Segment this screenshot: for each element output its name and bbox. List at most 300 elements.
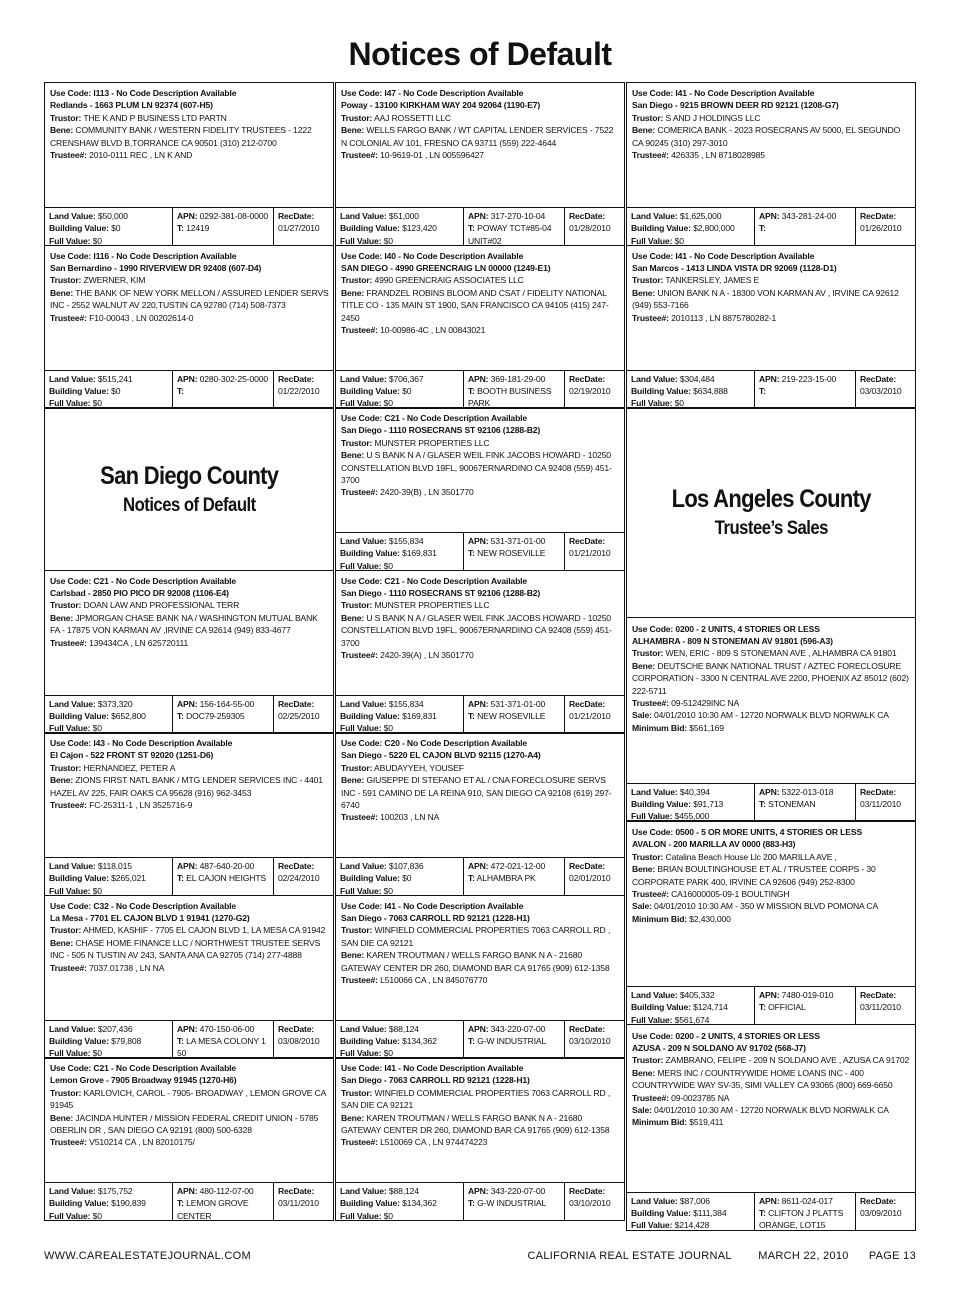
apn [468, 210, 561, 222]
values-cell [336, 371, 464, 408]
tract-label: T: [468, 223, 475, 234]
building-value-label: Building Value: [49, 1198, 109, 1209]
building-value [631, 1001, 751, 1013]
notice-body [45, 896, 333, 1020]
use-code-value: I47 - No Code Description Available [384, 88, 524, 98]
tract [468, 872, 561, 884]
land-value-label: Land Value: [631, 786, 678, 797]
use-code [632, 826, 911, 838]
apn-label: APN: [759, 211, 780, 221]
full-value [49, 1210, 169, 1222]
rec-date-value: 02/19/2010 [569, 385, 611, 396]
full-value-label: Full Value: [49, 398, 91, 409]
values-cell [45, 1183, 173, 1220]
apn-label: APN: [177, 861, 198, 871]
rec-date-value: 02/24/2010 [278, 873, 320, 884]
apn-value: 0280-302-25-0000 [199, 373, 268, 384]
footer-page: PAGE 13 [868, 1250, 916, 1262]
trustee-number-value: 2010113 , LN 8875780282-1 [671, 312, 777, 323]
land-value-value: $1,625,000 [679, 211, 722, 221]
beneficiary-label: Bene: [341, 287, 365, 298]
values-cell [336, 696, 464, 733]
use-code-label: Use Code: [341, 1063, 383, 1073]
tract-label: T: [468, 548, 475, 559]
rec-date-label: RecDate: [278, 1023, 315, 1034]
tract-label: T: [177, 873, 184, 884]
page-title: Notices of Default [348, 36, 612, 72]
land-value-value: $405,332 [679, 990, 715, 1000]
building-value-value: $0 [402, 385, 412, 396]
apn [177, 1185, 270, 1197]
trustee-number [50, 799, 329, 811]
use-code-value: I43 - No Code Description Available [93, 738, 233, 748]
trustor-value: MUNSTER PROPERTIES LLC [374, 437, 490, 448]
building-value-label: Building Value: [340, 873, 400, 884]
tract-label: T: [468, 1198, 475, 1209]
land-value-value: $40,394 [679, 786, 710, 797]
notice-body [336, 733, 624, 857]
use-code-label: Use Code: [50, 900, 92, 911]
notice-entry [335, 895, 625, 1059]
use-code-label: Use Code: [50, 738, 92, 748]
recdate-cell [565, 533, 624, 570]
tract-label: T: [177, 385, 184, 396]
tract [759, 385, 852, 397]
trustor-value: KARLOVICH, CAROL - 7905- BROADWAY , LEMON GROVE CA 91945 [50, 1087, 326, 1111]
use-code-label: Use Code: [341, 900, 383, 911]
trustor [50, 924, 329, 936]
building-value-value: $169,831 [402, 548, 437, 559]
notice-values [627, 207, 915, 245]
use-code [632, 1030, 911, 1042]
tract-label: T: [177, 710, 184, 721]
apn-label: APN: [468, 536, 489, 546]
beneficiary [50, 1112, 329, 1137]
trustor-value: MUNSTER PROPERTIES LLC [374, 600, 490, 611]
property-address: AVALON - 200 MARILLA AV 0000 (883-H3) [632, 839, 796, 850]
values-cell [336, 1183, 464, 1220]
beneficiary-value: CHASE HOME FINANCE LLC / NORTHWEST TRUSTEE SERVS INC - 505 N TUSTIN AV 243, SANTA ANA CA 92705 (714) 277-4888 [50, 937, 321, 961]
trustor-label: Trustor: [632, 112, 664, 123]
building-value-label: Building Value: [631, 223, 691, 234]
rec-date-value: 01/27/2010 [278, 223, 320, 234]
trustor [50, 274, 329, 286]
beneficiary-label: Bene: [632, 1067, 656, 1078]
building-value-label: Building Value: [631, 385, 691, 396]
beneficiary [341, 949, 620, 974]
minimum-bid [632, 722, 911, 734]
trustee-number-value: 139434CA , LN 625720111 [89, 637, 189, 648]
beneficiary-value: UNION BANK N A - 18300 VON KARMAN AV , IRVINE CA 92612 (949) 553-7166 [632, 287, 899, 311]
trustor-label: Trustor: [341, 437, 373, 448]
land-value [340, 698, 460, 710]
values-cell [336, 208, 464, 245]
property-address: San Bernardino - 1990 RIVERVIEW DR 92408 (607-D4) [50, 262, 262, 273]
footer-date: MARCH 22, 2010 [758, 1250, 849, 1262]
sale-info-label: Sale: [632, 710, 652, 721]
apn-cell [755, 208, 856, 245]
rec-date-label: RecDate: [278, 698, 315, 709]
beneficiary [50, 774, 329, 799]
notice-entry [335, 82, 625, 246]
sale-info [632, 900, 911, 912]
apn-cell [464, 208, 565, 245]
rec-date-label: RecDate: [860, 373, 897, 384]
notice-entry [335, 407, 625, 571]
building-value-label: Building Value: [631, 1207, 691, 1218]
land-value-label: Land Value: [340, 211, 387, 221]
use-code-label: Use Code: [632, 1030, 674, 1041]
apn [468, 373, 561, 385]
trustor-value: S AND J HOLDINGS LLC [665, 112, 761, 123]
beneficiary [632, 124, 911, 149]
apn-value: 156-164-55-00 [199, 698, 255, 709]
full-value-label: Full Value: [631, 811, 673, 822]
apn-label: APN: [759, 990, 780, 1000]
trustee-number-label: Trustee#: [341, 649, 378, 660]
values-cell [45, 858, 173, 895]
trustee-number-label: Trustee#: [632, 889, 669, 900]
building-value [49, 385, 169, 397]
notice-body [45, 733, 333, 857]
use-code [50, 250, 329, 262]
property-address: San Diego - 1110 ROSECRANS ST 92106 (1288-B2) [341, 425, 541, 436]
trustee-number-label: Trustee#: [50, 1137, 87, 1148]
apn-cell [173, 1021, 274, 1058]
apn-label: APN: [468, 1186, 489, 1196]
apn-label: APN: [759, 373, 780, 384]
footer-website[interactable]: WWW.CAREALESTATEJOURNAL.COM [44, 1250, 251, 1262]
notice-body [627, 618, 915, 783]
trustee-number-label: Trustee#: [50, 150, 87, 161]
apn [759, 373, 852, 385]
apn-label: APN: [177, 698, 198, 709]
trustor [50, 112, 329, 124]
minimum-bid [632, 913, 911, 925]
tract-value: BOOTH BUSINESS PARK [468, 385, 552, 409]
building-value-label: Building Value: [49, 710, 109, 721]
apn-cell [464, 1021, 565, 1058]
building-value [340, 1035, 460, 1047]
building-value-value: $634,888 [693, 385, 728, 396]
beneficiary [632, 287, 911, 312]
trustor-value: ZWERNER, KIM [83, 275, 146, 286]
trustor-value: WEN, ERIC - 809 S STONEMAN AVE , ALHAMBRA CA 91801 [665, 648, 897, 659]
beneficiary [341, 774, 620, 811]
notice-values [45, 1182, 333, 1220]
use-code [341, 737, 620, 749]
trustee-number-label: Trustee#: [50, 962, 87, 973]
apn-value: 7480-019-010 [781, 990, 834, 1000]
full-value-value: $0 [674, 235, 684, 246]
apn [759, 786, 852, 798]
notice-values [336, 857, 624, 895]
building-value [631, 222, 751, 234]
trustor-label: Trustor: [50, 925, 82, 936]
building-value-value: $2,800,000 [693, 223, 735, 234]
tract [759, 798, 852, 810]
beneficiary [341, 124, 620, 149]
recdate-cell [856, 208, 915, 245]
building-value-label: Building Value: [340, 1198, 400, 1209]
trustee-number-label: Trustee#: [341, 487, 378, 498]
rec-date-label: RecDate: [569, 536, 606, 546]
building-value-label: Building Value: [49, 385, 109, 396]
land-value-value: $373,320 [97, 698, 133, 709]
notice-values [336, 695, 624, 733]
property-address: Redlands - 1663 PLUM LN 92374 (607-H5) [50, 100, 213, 111]
full-value-value: $0 [92, 398, 102, 409]
tract-label: T: [759, 1207, 766, 1218]
rec-date-label: RecDate: [860, 990, 897, 1000]
full-value-label: Full Value: [631, 398, 673, 409]
minimum-bid [632, 1116, 911, 1128]
trustee-number-value: F10-00043 , LN 00202614-0 [89, 312, 194, 323]
trustee-number [632, 312, 911, 324]
recdate-cell [856, 784, 915, 821]
trustee-number-value: 7037.01738 , LN NA [89, 962, 165, 973]
trustee-number [341, 486, 620, 498]
recdate-cell [856, 371, 915, 408]
land-value [49, 1023, 169, 1035]
trustor [632, 647, 911, 659]
building-value-label: Building Value: [49, 873, 109, 884]
rec-date-label: RecDate: [569, 1023, 606, 1034]
sale-info-value: 04/01/2010 10:30 AM - 12720 NORWALK BLVD NORWALK CA [654, 710, 889, 721]
tract [468, 1035, 561, 1047]
land-value-value: $155,834 [388, 536, 424, 546]
rec-date-label: RecDate: [569, 373, 606, 384]
use-code-value: 0500 - 5 OR MORE UNITS, 4 STORIES OR LESS [675, 827, 863, 837]
recdate-cell [274, 1183, 333, 1220]
beneficiary-label: Bene: [341, 950, 365, 961]
apn-cell [173, 1183, 274, 1220]
full-value [340, 1210, 460, 1222]
apn [468, 535, 561, 547]
beneficiary [632, 1067, 911, 1092]
trustee-number [341, 324, 620, 336]
column-3 [626, 82, 916, 1231]
building-value-value: $190,839 [111, 1198, 146, 1209]
notice-entry [335, 570, 625, 734]
land-value-label: Land Value: [49, 211, 96, 221]
notice-entry [335, 732, 625, 896]
notice-values [336, 532, 624, 570]
property-address: San Diego - 7063 CARROLL RD 92121 (1228-H1) [341, 1075, 530, 1086]
apn-label: APN: [759, 786, 780, 797]
apn [759, 1195, 852, 1207]
beneficiary-label: Bene: [50, 937, 74, 948]
land-value [631, 1195, 751, 1207]
apn-cell [173, 858, 274, 895]
sale-info [632, 709, 911, 721]
use-code [50, 87, 329, 99]
land-value-label: Land Value: [340, 861, 387, 871]
trustor [341, 762, 620, 774]
rec-date-value: 02/01/2010 [569, 873, 611, 884]
notice-entry [44, 895, 334, 1059]
tract [759, 1207, 852, 1232]
tract [177, 222, 270, 234]
recdate-cell [565, 1183, 624, 1220]
land-value-value: $207,436 [97, 1023, 133, 1034]
apn-value: 343-281-24-00 [781, 211, 837, 221]
trustee-number [632, 149, 911, 161]
land-value [340, 1023, 460, 1035]
trustee-number [50, 962, 329, 974]
apn-cell [755, 784, 856, 821]
values-cell [627, 371, 755, 408]
land-value-label: Land Value: [631, 990, 678, 1000]
land-value [49, 373, 169, 385]
apn-label: APN: [759, 1195, 780, 1206]
building-value-label: Building Value: [631, 798, 691, 809]
tract-value: G-W INDUSTRIAL [477, 1035, 547, 1046]
tract-label: T: [468, 873, 475, 884]
trustor-label: Trustor: [632, 1055, 664, 1066]
rec-date-value: 03/03/2010 [860, 385, 902, 396]
los-angeles-banner [626, 407, 916, 618]
apn-cell [464, 533, 565, 570]
tract-label: T: [759, 1002, 766, 1013]
beneficiary [50, 287, 329, 312]
beneficiary [341, 612, 620, 649]
land-value-value: $304,484 [679, 373, 715, 384]
apn-value: 317-270-10-04 [490, 211, 546, 221]
values-cell [627, 784, 755, 821]
land-value-value: $175,752 [97, 1186, 133, 1196]
land-value-label: Land Value: [631, 211, 678, 221]
apn-label: APN: [468, 211, 489, 221]
use-code [50, 1062, 329, 1074]
rec-date-label: RecDate: [860, 211, 897, 221]
building-value-label: Building Value: [49, 223, 109, 234]
values-cell [336, 533, 464, 570]
los-angeles-banner-title: Los Angeles County [671, 485, 871, 513]
land-value [49, 1185, 169, 1197]
property-address: Lemon Grove - 7905 Broadway 91945 (1270-H6) [50, 1075, 237, 1086]
notice-entry [626, 1024, 916, 1231]
apn-value: 0292-381-08-0000 [199, 211, 268, 221]
trustee-number-value: L510069 CA , LN 974474223 [380, 1137, 488, 1148]
building-value-label: Building Value: [340, 710, 400, 721]
beneficiary-label: Bene: [50, 612, 74, 623]
rec-date-label: RecDate: [860, 1195, 897, 1206]
notice-values [336, 1182, 624, 1220]
building-value [49, 222, 169, 234]
apn-value: 531-371-01-00 [490, 698, 546, 709]
trustee-number-value: CA16000005-09-1 BOULTINGH [671, 889, 790, 900]
tract-value: NEW ROSEVILLE [477, 710, 546, 721]
apn-label: APN: [468, 373, 489, 384]
building-value-value: $79,808 [111, 1035, 142, 1046]
beneficiary-value: THE BANK OF NEW YORK MELLON / ASSURED LENDER SERVS INC - 2552 WALNUT AV 220,TUSTIN CA 92780 (714) 508-7373 [50, 287, 329, 311]
los-angeles-banner-subtitle: Trustee’s Sales [714, 518, 828, 539]
minimum-bid-label: Minimum Bid: [632, 1117, 688, 1128]
values-cell [45, 1021, 173, 1058]
trustee-number [341, 649, 620, 661]
building-value-value: $123,420 [402, 223, 437, 234]
tract [177, 385, 270, 397]
apn-value: 480-112-07-00 [199, 1186, 254, 1196]
notice-entry [335, 245, 625, 409]
apn-label: APN: [177, 211, 198, 221]
building-value [49, 1035, 169, 1047]
apn-value: 487-640-20-00 [199, 861, 255, 871]
apn-cell [464, 371, 565, 408]
rec-date-label: RecDate: [569, 1186, 606, 1196]
rec-date-value: 03/11/2010 [860, 798, 901, 809]
use-code-value: C21 - No Code Description Available [384, 575, 528, 586]
tract [468, 710, 561, 722]
notice-values [627, 1192, 915, 1230]
use-code-label: Use Code: [50, 1063, 92, 1073]
building-value [340, 222, 460, 234]
trustee-number-label: Trustee#: [632, 697, 669, 708]
beneficiary-value: KAREN TROUTMAN / WELLS FARGO BANK N A - 21680 GATEWAY CENTER DR 260, DIAMOND BAR CA 91765 (909) 612-1358 [341, 1112, 610, 1136]
san-diego-banner-title: San Diego County [99, 461, 279, 490]
trustee-number-label: Trustee#: [632, 1092, 669, 1103]
rec-date-value: 03/09/2010 [860, 1207, 902, 1218]
beneficiary-value: WELLS FARGO BANK / WT CAPITAL LENDER SERVICES - 7522 N COLONIAL AV 101, FRESNO CA 93711 (559) 222-4644 [341, 125, 614, 148]
full-value-label: Full Value: [340, 1210, 382, 1221]
beneficiary-label: Bene: [50, 775, 74, 786]
tract [759, 1001, 852, 1013]
use-code [341, 1062, 620, 1074]
use-code-label: Use Code: [50, 88, 92, 98]
tract-value: G-W INDUSTRIAL [477, 1198, 547, 1209]
beneficiary-label: Bene: [632, 125, 656, 136]
beneficiary-value: ZIONS FIRST NATL BANK / MTG LENDER SERVICES INC - 4401 HAZEL AV 225, FAIR OAKS CA 95628 (916) 962-3453 [50, 775, 323, 798]
san-diego-banner [44, 407, 334, 571]
building-value [340, 385, 460, 397]
apn [759, 989, 852, 1001]
trustee-number [632, 1092, 911, 1104]
recdate-cell [565, 371, 624, 408]
use-code [341, 250, 620, 262]
land-value [340, 373, 460, 385]
beneficiary-value: COMERICA BANK - 2023 ROSECRANS AV 5000, EL SEGUNDO CA 90245 (310) 297-3010 [632, 125, 901, 148]
apn-value: 5322-013-018 [781, 786, 834, 797]
land-value-label: Land Value: [631, 373, 678, 384]
full-value-value: $0 [383, 723, 393, 734]
values-cell [45, 371, 173, 408]
apn-label: APN: [177, 373, 198, 384]
apn-cell [464, 696, 565, 733]
building-value-value: $134,362 [402, 1035, 437, 1046]
apn-value: 531-371-01-00 [490, 536, 546, 546]
trustee-number-label: Trustee#: [341, 812, 378, 823]
recdate-cell [565, 208, 624, 245]
rec-date-label: RecDate: [278, 211, 315, 221]
beneficiary-label: Bene: [50, 1112, 74, 1123]
use-code-label: Use Code: [341, 88, 383, 98]
tract [759, 222, 852, 234]
trustor [341, 112, 620, 124]
notice-values [627, 783, 915, 821]
trustor-label: Trustor: [341, 275, 373, 286]
values-cell [627, 987, 755, 1024]
notice-values [45, 695, 333, 733]
notice-body [627, 821, 915, 986]
property-address: Poway - 13100 KIRKHAM WAY 204 92064 (1190-E7) [341, 100, 541, 111]
footer-publication-info [527, 1250, 916, 1262]
trustee-number [632, 697, 911, 709]
tract-label: T: [759, 385, 766, 396]
rec-date-label: RecDate: [278, 1186, 315, 1196]
building-value-label: Building Value: [340, 385, 400, 396]
trustee-number-value: 09-512429INC NA [671, 697, 740, 708]
